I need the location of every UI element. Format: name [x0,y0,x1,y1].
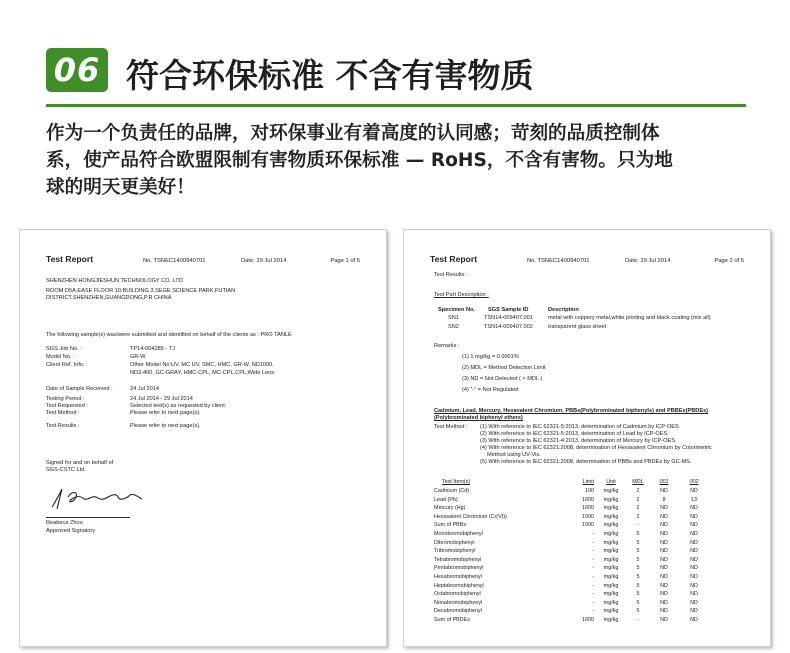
field-label: SGS Job No. : [46,346,82,352]
report-number: No. TSNEC1400940701 [143,258,206,264]
table-cell: mg/kg [603,556,619,563]
table-cell: 5 [636,582,640,589]
table-cell: Hexabromobiphenyl [434,574,482,580]
report-title: Test Report [46,254,94,264]
table-cell: Nonabromobiphenyl [434,599,483,606]
table-cell: ND [660,599,668,606]
report-header [46,254,360,264]
report-title: Test Report [430,254,478,264]
method-item: Method using UV-Vis. [487,452,541,458]
table-cell: ND [690,617,698,623]
table-cell: 2 [636,505,640,512]
table-cell: mg/kg [603,522,619,529]
table-cell: - [592,591,594,598]
report-header [430,254,744,264]
table-cell: mg/kg [603,599,619,606]
intro-paragraph [46,120,756,201]
table-cell: 1000 [582,505,594,512]
sample-statement: The following sample(s) was/were submitted and identified on behalf of the clients as : PRO TANLE [46,332,292,338]
field-value: TP14-004285 - TJ [130,346,175,352]
table-cell: ND [660,617,668,623]
table-cell: ND [660,582,668,589]
spec-cell: SN1 [448,315,459,321]
table-cell: 1000 [582,513,594,520]
table-cell: 1000 [582,496,594,503]
table-cell: ND [690,565,698,572]
table-cell: ND [690,548,698,555]
table-cell: ND [660,548,668,555]
table-cell: ND [660,591,668,598]
table-cell: - [592,582,594,589]
table-cell: mg/kg [603,548,619,555]
table-cell: ND [690,574,698,580]
report-page-number: Page 1 of 5 [330,258,360,264]
spec-cell: TSN14-009407.002 [484,324,533,330]
field-value: Selected test(s) as requested by client. [130,403,227,409]
table-cell: mg/kg [603,565,619,572]
remark-item: (3) ND = Not Detected ( < MDL ) [462,376,543,382]
table-cell: Tetrabromobiphenyl [434,556,482,563]
table-cell: ND [660,556,668,563]
report-number: No. TSNEC1400940701 [527,258,590,264]
table-cell: 5 [636,608,640,615]
table-cell: 100 [585,488,594,494]
table-cell: 1000 [582,522,594,529]
company-address: DISTRICT,SHENZHEN,GUANGDONG,P.R CHINA [46,295,172,301]
field-value: GR-W [130,354,146,360]
table-cell: ND [690,513,698,520]
spec-header: SGS Sample ID [488,307,529,313]
test-report-page-1 [19,229,387,647]
table-cell: Lead (Pb) [434,496,458,503]
spec-cell: SN2 [448,324,459,330]
table-cell: - [592,565,594,572]
signed-line: SGS-CSTC Ltd. [46,467,86,473]
section-heading: (Polybrominated biphenyl ethers) [434,415,523,421]
table-cell: 5 [636,556,640,563]
table-cell: 5 [636,539,640,546]
table-cell: mg/kg [603,617,619,623]
field-label: Testing Period : [46,396,85,402]
table-header-cell: Limit [582,479,594,485]
field-label: Test Method : [46,410,80,416]
table-cell: - [592,599,594,606]
signer-title: Approved Signatory [46,528,96,534]
table-cell: mg/kg [603,574,619,580]
method-item: (2) With reference to IEC 62321-5:2013, determination of Lead by ICP-OES. [480,431,669,437]
table-cell: Heptabromobiphenyl [434,582,484,589]
table-cell: ND [690,582,698,589]
spec-cell: transparent glass sheet [548,324,607,330]
method-item: (1) With reference to IEC 62321-5:2013, determination of Cadmium by ICP-OES. [480,424,681,430]
table-cell: - [592,539,594,546]
table-cell: Mercury (Hg) [434,505,466,512]
table-cell: - [592,531,594,537]
spec-cell: TSN14-009407.001 [484,315,533,321]
table-cell: ND [660,531,668,537]
table-cell: - [592,556,594,563]
table-cell: ND [690,591,698,598]
table-cell: mg/kg [603,513,619,520]
field-value: Please refer to next page(s). [130,423,201,429]
table-cell: - [592,548,594,555]
table-cell: mg/kg [603,591,619,598]
report-date: Date: 29 Jul 2014 [241,258,287,264]
signature-icon [46,483,156,513]
field-label: Date of Sample Received : [46,386,113,392]
table-cell: 5 [636,565,640,572]
method-item: (5) With reference to IEC 62321:2008, determination of PBBs and PBDEs by GC-MS. [480,459,692,465]
spec-header: Specimen No. [438,307,475,313]
table-cell: - [592,608,594,615]
table-cell: mg/kg [603,608,619,615]
table-header-cell: MDL [632,479,644,485]
table-cell: - [592,574,594,580]
field-value: ND2-400, GC-GRAY, HMC-CPL, MC-CPL,CPL,Wide Lens [130,370,275,376]
field-value: 24 Jul 2014 [130,386,159,392]
table-cell: mg/kg [603,531,619,537]
table-cell: - [637,617,639,623]
table-cell: mg/kg [603,488,619,494]
table-cell: ND [660,539,668,546]
table-cell: 2 [636,488,640,494]
table-cell: Hexavalent Chromium (Cr(VI)) [434,513,507,520]
field-label: Client Ref. Info. : [46,362,88,368]
table-cell: 1000 [582,617,594,623]
table-header-cell: 002 [689,479,699,485]
intro-line: 作为一个负责任的品牌，对环保事业有着高度的认同感；苛刻的品质控制体 [46,123,660,144]
remark-item: (1) 1 mg/kg = 0.0001% [462,354,519,360]
section-header [46,48,746,108]
report-page-number: Page 2 of 5 [714,258,744,264]
table-cell: ND [690,556,698,563]
test-results-label: Test Results : [434,272,468,278]
table-cell: 5 [636,531,640,537]
table-cell: mg/kg [603,505,619,512]
table-cell: ND [690,599,698,606]
signature-line [46,517,130,518]
table-cell: Pentabromobiphenyl [434,565,484,572]
table-cell: Sum of PBDEs [434,617,470,623]
field-value: 24 Jul 2014 - 29 Jul 2014 [130,396,193,402]
table-cell: Octabromobiphenyl [434,591,481,598]
method-item: (4) With reference to IEC 62321:2008, determination of Hexavalent Chromium by Colorimetric [480,445,712,451]
table-cell: ND [660,488,668,494]
table-cell: 2 [636,496,640,503]
table-cell: mg/kg [603,582,619,589]
table-cell: 8 [662,496,666,503]
remark-item: (2) MDL = Method Detection Limit [462,365,546,371]
table-header-cell: Test Item(s) [442,479,471,485]
test-report-page-2 [403,229,771,647]
field-value: Other Model No:UV, MC UV, SMC, HMC, GR-W, ND1000, [130,362,274,368]
table-cell: ND [660,522,668,529]
signed-line: Signed for and on behalf of [46,460,114,466]
table-cell: Cadmium (Cd) [434,488,470,494]
table-cell: ND [660,565,668,572]
table-cell: ND [660,513,668,520]
table-cell: ND [660,505,668,512]
table-cell: ND [660,574,668,580]
table-cell: 13 [691,496,697,503]
field-label: Model No. : [46,354,75,360]
method-item: (3) With reference to IEC 62321-4:2013, determination of Mercury by ICP-OES. [480,438,677,444]
field-label: Test Requested : [46,403,88,409]
table-cell: 5 [636,599,640,606]
table-cell: ND [690,505,698,512]
report-date: Date: 29 Jul 2014 [625,258,671,264]
field-value: Please refer to next page(s). [130,410,201,416]
section-title: 符合环保标准 不含有害物质 [126,56,534,95]
company-name: SHENZHEN HONGJIESHUN TECHNOLOGY CO. LTD [46,278,183,284]
table-cell: Monobromobiphenyl [434,531,483,537]
table-cell: mg/kg [603,496,619,503]
test-method-label: Test Method : [434,424,468,430]
table-cell: mg/kg [603,539,619,546]
intro-line: 球的明天更美好！ [46,177,195,198]
signer-name: Reabeca Zhou [46,520,83,526]
table-cell: ND [690,539,698,546]
table-cell: Tribromobiphenyl [434,548,476,555]
table-header-cell: 001 [659,479,669,485]
field-label: Test Results : [46,423,80,429]
section-heading: Cadmium, Lead, Mercury, Hexavalent Chromium, PBBs(Polybrominated biphenyls) and PBBEs(PBDEs) [434,408,709,414]
table-cell: - [637,522,639,529]
table-header-cell: Unit [606,479,616,485]
remark-item: (4) "-" = Not Regulated [462,387,519,393]
table-cell: ND [690,522,698,529]
intro-line: 系，使产品符合欧盟限制有害物质环保标准 — RoHS，不含有害物。只为地 [46,150,673,171]
table-cell: ND [690,608,698,615]
table-cell: Dibromobiphenyl [434,539,475,546]
table-cell: Decabromobiphenyl [434,608,482,615]
table-cell: ND [690,488,698,494]
table-cell: ND [660,608,668,615]
table-cell: Sum of PBBs [434,522,467,529]
part-description-label: Test Part Description : [434,292,489,298]
remarks-label: Remarks : [434,343,460,349]
section-number-badge: 06 [46,48,108,92]
spec-cell: metal with coppery metal,white printing and black coating (mix all) [548,315,711,321]
company-address: ROOM D5A,EASE FLOOR 10,BUILDING 3,SEGE SCIENCE PARK,FUTIAN [46,288,236,294]
table-cell: 5 [636,574,640,580]
spec-header: Description [548,307,579,313]
table-cell: 5 [636,548,640,555]
table-cell: ND [690,531,698,537]
table-cell: 5 [636,591,640,598]
table-cell: 2 [636,513,640,520]
header-divider [46,104,746,107]
